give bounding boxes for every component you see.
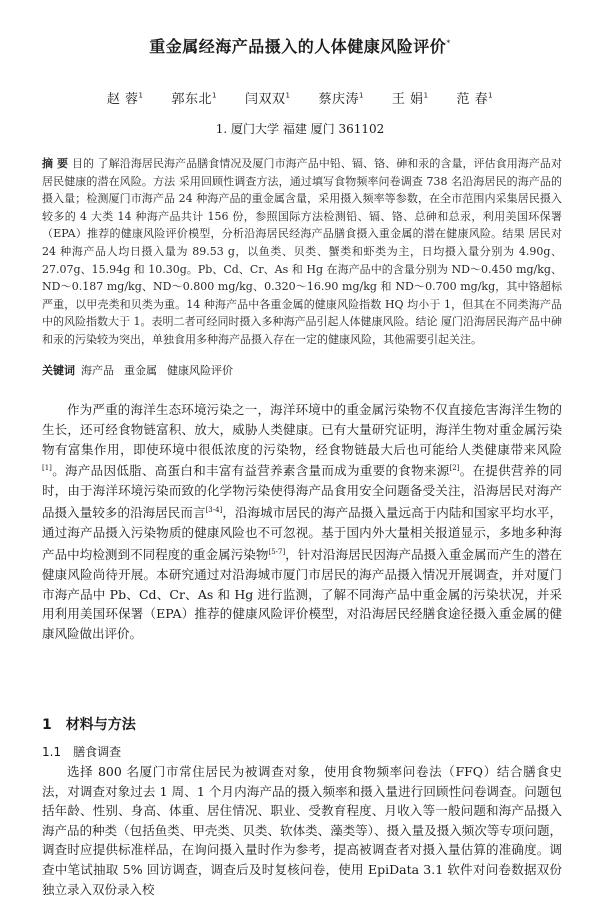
keyword: 海产品 [81, 364, 114, 377]
author-affiliation-mark: 1 [488, 91, 494, 100]
keyword: 重金属 [124, 364, 157, 377]
author-affiliation-mark: 1 [358, 91, 364, 100]
author-name: 蔡庆涛 [318, 92, 359, 107]
author-list [0, 88, 600, 107]
intro-text: 。在提供营养的同时，由于海洋环境污染而致的化学物污染使得海产品食用安全问题备受关注，沿海居民对海产品摄入量较多的沿海居民而言 [42, 463, 562, 521]
citation-mark: [1] [42, 464, 52, 473]
abstract-text: 目的 了解沿海居民海产品膳食情况及厦门市海产品中铅、镉、铬、砷和汞的含量，评估食用海产品对居民健康的潜在风险。方法 采用回顾性调查方法，通过填写食物频率问卷调查 738 名沿海居民的海产品的摄入量；检测厦门市海产品 24 种海产品的重金属含量，采用摄入频率等参数，在全市范围内采集居民摄入较多的 4 大类 14 种海产品共计 156 份，参照国际方法检测铅、镉、铬、总砷和总汞，利用美国环保署（EPA）推荐的健康风险评价模型，分析沿海居民经海产品膳食摄入重金属的潜在健康风险。结果 居民对 24 种海产品人均日摄入量为 89.53 g，以鱼类、贝类、蟹类和虾类为主，日均摄入量分别为 4.90g、27.07g、15.94g 和 10.30g。Pb、Cd、Cr、As 和 Hg 在海产品中的含量分别为 ND～0.450 mg/kg、ND～0.187 mg/kg、ND～0.800 mg/kg、0.320～16.90 mg/kg 和 ND～0.700 mg/kg，其中铬超标严重，以甲壳类和贝类为重。14 种海产品中各重金属的健康风险指数 HQ 均小于 1，但其在不同类海产品中的风险指数大于 1。表明二者可经同时摄入多种海产品引起人体健康风险。结论 厦门沿海居民海产品中砷和汞的污染较为突出，单独食用多种海产品摄入存在一定的健康风险，其他需要引起关注。 [42, 157, 562, 346]
author-name: 赵 蓉 [106, 92, 139, 107]
author-affiliation-mark: 1 [423, 91, 429, 100]
keywords [42, 362, 562, 379]
section-title: 材料与方法 [65, 717, 136, 733]
paper-title: 重金属经海产品摄入的人体健康风险评价* [149, 37, 451, 56]
keywords-label: 关键词 [42, 364, 75, 377]
title-footnote-mark: * [446, 38, 451, 48]
author-name: 郭东北 [171, 92, 212, 107]
author [107, 88, 144, 107]
intro-text: ，沿海城市居民的海产品摄入量远高于内陆和国家平均水平，通过海产品摄入污染物质的健康风险也不可忽视。基于国内外大量相关报道显示，多地多种海产品中均检测到不同程度的重金属污染物 [42, 505, 562, 563]
author [245, 88, 290, 107]
author-name: 王 娟 [391, 92, 424, 107]
methods-paragraph: 选择 800 名厦门市常住居民为被调查对象，使用食物频率问卷法（FFQ）结合膳食史法，对调查对象过去 1 周、1 个月内海产品的摄入频率和摄入量进行回顾性问卷调查。问题包括年龄、性别、身高、体重、居住情况、职业、受教育程度、月收入等一般问题和海产品摄入海产品的种类（包括鱼类、甲壳类、贝类、软体类、藻类等）、摄入量及摄入频次等专项问题，调查时应提供标准样品，在询问摄入量时作为参考，提高被调查者对摄入量估算的准确度。调查中笔试抽取 5% 回访调查，调查后及时复核问卷，使用 EpiData 3.1 软件对问卷数据双份独立录入双份录入校 [42, 764, 562, 897]
author-affiliation-mark: 1 [285, 91, 291, 100]
introduction-paragraph [42, 400, 562, 644]
citation-mark: [5-7] [268, 547, 286, 556]
author [392, 88, 429, 107]
subsection-title: 膳食调查 [73, 745, 122, 759]
citation-mark: [2] [449, 464, 460, 473]
author-name: 闫双双 [244, 92, 286, 107]
citation-mark: [3-4] [205, 506, 223, 515]
abstract [42, 155, 562, 349]
intro-text: ，针对沿海居民因海产品摄入重金属而产生的潜在健康风险尚待开展。本研究通过对沿海城市厦门市居民的海产品摄入情况开展调查，并对厦门市海产品中 Pb、Cd、Cr、As 和 Hg 进行监测，了解不同海产品中重金属的污染状况，并采用利用美国环保署（EPA）推荐的健康风险评价模型，对沿海居民经膳食途径摄入重金属的健康风险做出评价。 [42, 547, 562, 642]
affiliation: 1. 厦门大学 福建 厦门 361102 [215, 122, 385, 136]
author-name: 范 春 [456, 92, 489, 107]
author-affiliation-mark: 1 [211, 91, 217, 100]
section-heading [42, 714, 136, 734]
intro-text: 作为严重的海洋生态环境污染之一，海洋环境中的重金属污染物不仅直接危害海洋生物的生长，还可经食物链富积、放大，威胁人类健康。已有大量研究证明，海洋生物对重金属污染物有富集作用，即使环境中很低浓度的污染物，经食物链最大后也可能给人类健康带来风险 [42, 402, 562, 457]
section-number: 1 [42, 717, 52, 733]
author-affiliation-mark: 1 [138, 91, 144, 100]
keyword: 健康风险评价 [167, 364, 233, 377]
subsection-number: 1.1 [42, 745, 62, 759]
author [457, 88, 494, 107]
intro-text: 。海产品因低脂、高蛋白和丰富有益营养素含量而成为重要的食物来源 [51, 463, 450, 479]
subsection-heading [42, 743, 121, 760]
author [318, 88, 363, 107]
abstract-label: 摘 要 [42, 157, 68, 170]
author [171, 88, 216, 107]
